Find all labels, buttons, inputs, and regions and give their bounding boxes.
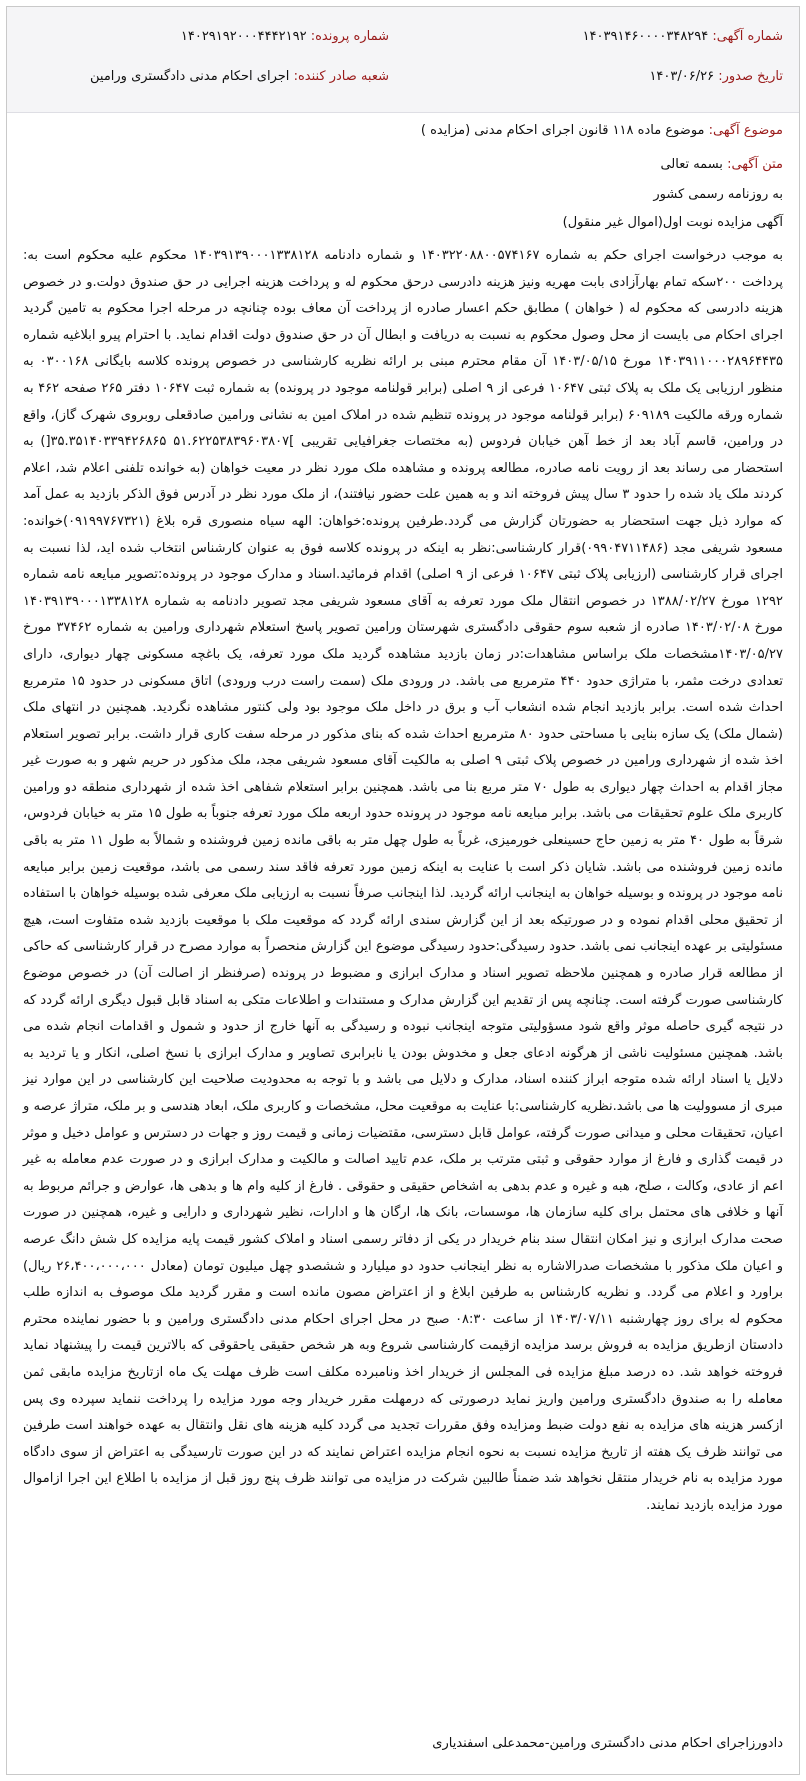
notice-header — [7, 7, 799, 113]
issue-date: ۱۴۰۳/۰۶/۲۶ — [649, 69, 715, 84]
notice-number-label: شماره آگهی: — [712, 29, 783, 44]
issue-date-label: تاریخ صدور: — [718, 69, 783, 84]
case-number-label: شماره پرونده: — [310, 29, 389, 44]
subject-label: موضوع آگهی: — [708, 123, 783, 138]
auction-title: آگهی مزایده نوبت اول(اموال غیر منقول) — [562, 215, 783, 230]
case-number-row — [181, 29, 389, 44]
official-gazette-line: به روزنامه رسمی کشور — [653, 187, 783, 202]
text-value: بسمه تعالی — [660, 157, 723, 172]
signature: دادورزاجرای احکام مدنی دادگستری ورامین-محمدعلی اسفندیاری — [432, 1736, 783, 1751]
case-number: ۱۴۰۲۹۱۹۲۰۰۰۴۴۴۲۱۹۲ — [180, 29, 307, 44]
notice-body — [23, 243, 783, 1520]
issuer-label: شعبه صادر کننده: — [293, 69, 389, 84]
issuer-row — [90, 69, 389, 84]
subject-value: موضوع ماده ۱۱۸ قانون اجرای احکام مدنی (مزایده ) — [420, 123, 705, 138]
text-label: متن آگهی: — [727, 157, 783, 172]
issue-date-row — [649, 69, 783, 84]
notice-page — [6, 6, 800, 1775]
issuer: اجرای احکام مدنی دادگستری ورامین — [90, 69, 290, 84]
subject-row — [23, 123, 783, 138]
notice-number-row — [583, 29, 783, 44]
body-paragraph: به موجب درخواست اجرای حکم به شماره ۱۴۰۳۲۲۰۸۸۰۰۵۷۴۱۶۷ و شماره دادنامه ۱۴۰۳۹۱۳۹۰۰۰۱۳۳۸۱۲۸ محکوم علیه محکوم است به: پرداخت ۲۰۰سکه تمام بهارآزادی بابت مهریه ونیز هزینه دادرسی درحق محکوم له و پرداخت هزینه اجرایی در حق صندوق دولت.و در خصوص هزینه دادرسی که محکوم له ( خواهان ) مطابق حکم اعسار صادره از پرداخت آن معاف بوده چنانچه در مرحله اجرا محکوم به تامین گردید اجرای احکام می بایست از محل وصول محکوم به نسبت به دریافت و ابطال آن در حق صندوق دولت اقدام نماید. با احترام پیرو ابلاغیه شماره ۱۴۰۳۹۱۱۰۰۰۲۸۹۶۴۴۳۵ مورخ ۱۴۰۳/۰۵/۱۵ آن مقام محترم مبنی بر ارائه نظریه کارشناسی در خصوص پرونده کلاسه بایگانی ۰۳۰۰۱۶۸ به منظور ارزیابی یک ملک به پلاک ثبتی ۱۰۶۴۷ فرعی از ۹ اصلی (برابر قولنامه موجود در پرونده) به شماره ثبت ۱۰۶۴۷ دفتر ۲۶۵ صفحه ۴۶۲ به شماره ورقه مالکیت ۶۰۹۱۸۹ (برابر قولنامه موجود در پرونده تنظیم شده در املاک امین به نشانی ورامین صادقعلی روبروی شهرک گاز)، واقع در ورامین، قاسم آباد بعد از خط آهن خیابان فردوس (به مختصات جغرافیایی تقریبی ]۵۱.۶۲۲۵۳۸۳۹۶۰۳۸۰۷ ۳۵.۳۵۱۴۰۳۳۹۴۲۶۸۶۵[) به استحضار می رساند بعد از رویت نامه صادره، مطالعه پرونده و مشاهده ملک مورد نظر در معیت خواهان (به خوانده تلفنی اعلام شد، اعلام کردند ملک یاد شده را حدود ۳ سال پیش فروخته اند و به همین علت حضور نیافتند)، از ملک مورد نظر در آدرس فوق الذکر بازدید به عمل آمد که موارد ذیل جهت استحضار به حضورتان گزارش می گردد.طرفین پرونده:خواهان: الهه سیاه منصوری قره بلاغ (۰۹۱۹۹۷۶۷۳۲۱)خوانده: مسعود شریفی مجد (۰۹۹۰۴۷۱۱۴۸۶)قرار کارشناسی:نظر به اینکه در پرونده کلاسه فوق به عنوان کارشناس انتخاب شده اید، لذا نسبت به اجرای قرار کارشناسی (ارزیابی پلاک ثبتی ۱۰۶۴۷ فرعی از ۹ اصلی) اقدام فرمائید.اسناد و مدارک موجود در پرونده:تصویر مبایعه نامه شماره ۱۲۹۲ مورخ ۱۳۸۸/۰۲/۲۷ در خصوص انتقال ملک مورد تعرفه به آقای مسعود شریفی مجد تصویر دادنامه به شماره ۱۴۰۳۹۱۳۹۰۰۰۱۳۳۸۱۲۸ مورخ ۱۴۰۳/۰۲/۰۸ صادره از شعبه سوم حقوقی دادگستری شهرستان ورامین تصویر پاسخ استعلام شهرداری ورامین به شماره ۳۷۴۶۲ مورخ ۱۴۰۳/۰۵/۲۷مشخصات ملک براساس مشاهدات:در زمان بازدید مشاهده گردید ملک مورد تعرفه، یک باغچه مسکونی چهار دیواری، دارای تعدادی درخت مثمر، با متراژی حدود ۴۴۰ مترمربع می باشد. در ورودی ملک (سمت راست درب ورودی) اتاق مسکونی در حدود ۱۵ مترمربع احداث شده است. برابر بازدید انجام شده انشعاب آب و برق در داخل ملک موجود بود ولی کنتور مشاهده نگردید. همچنین در انتهای ملک (شمال ملک) یک سازه بنایی با مساحتی حدود ۸۰ مترمربع احداث شده که بنای مذکور در مرحله سفت کاری قرار داشت. برابر تصویر استعلام اخذ شده از شهرداری ورامین در خصوص پلاک ثبتی ۹ اصلی به مالکیت آقای مسعود شریفی مجد، ملک مذکور در حریم شهر و به صورت غیر مجاز اقدام به احداث چهار دیواری به طول ۷۰ متر مربع بنا می باشد. همچنین برابر استعلام شفاهی اخذ شده از شهرداری منطقه دو ورامین کاربری ملک علوم تحقیقات می باشد. برابر مبایعه نامه موجود در پرونده حدود اربعه ملک مورد تعرفه جنوباً به طول ۱۵ متر به خیابان فردوس، شرقاً به طول ۴۰ متر به زمین حاج حسینعلی خورمیزی، غرباً به طول چهل متر به باقی مانده زمین فروشنده و شمالاً به طول ۱۱ متر به باقی مانده زمین فروشنده می باشد. شایان ذکر است با عنایت به اینکه زمین مورد تعرفه فاقد سند رسمی می باشد، موقعیت زمین برابر مبایعه نامه موجود در پرونده و بوسیله خواهان به اینجانب ارائه گردید. لذا اینجانب صرفاً نسبت به ارزیابی ملک معرفی شده بوسیله خواهان با استفاده از تحقیق محلی اقدام نموده و در صورتیکه بعد از این گزارش سندی ارائه گردد که موقعیت ملک با موقعیت بازدید شده متفاوت است، هیچ مسئولیتی بر عهده اینجانب نمی باشد. حدود رسیدگی:حدود رسیدگی موضوع این گزارش منحصراً به موارد مصرح در قرار کارشناسی که حاکی از مطالعه قرار صادره و همچنین ملاحظه تصویر اسناد و مدارک ابرازی و مضبوط در پرونده (صرفنظر از اصالت آن) در خصوص موضوع کارشناسی صورت گرفته است. چنانچه پس از تقدیم این گزارش مدارک و مستندات و اطلاعات متکی به اسناد قابل قبول دیگری ارائه گردد که در نتیجه گیری حاصله موثر واقع شود مسؤولیتی متوجه اینجانب نبوده و رسیدگی به آنها خارج از حدود و شمول و اقدامات انجام شده می باشد. همچنین مسئولیت ناشی از هرگونه ادعای جعل و مخدوش بودن یا نابرابری تصاویر و مدارک ابرازی با نسخ اصلی، انکار و یا تردید به دلایل یا اسناد ارائه شده متوجه ابراز کننده اسناد، مدارک و دلایل می باشد و با توجه به محدودیت صلاحیت این کارشناسی در این موارد نیز مبری از مسوولیت ها می باشد.نظریه کارشناسی:با عنایت به موقعیت محل، مشخصات و کاربری ملک، ابعاد هندسی و بر ملک، متراژ عرصه و اعیان، تحقیقات محلی و میدانی صورت گرفته، عوامل قابل دسترسی، مقتضیات زمانی و قیمت روز و جهات در دسترس و عوامل دخیل و موثر در قیمت گذاری و فارغ از موارد حقوقی و ثبتی مترتب بر ملک، عدم تایید اصالت و مالکیت و مدارک ابرازی و در صورت عدم معامله به غیر اعم از عادی، وکالت ، صلح، هبه و غیره و عدم بدهی به اشخاص حقیقی و حقوقی . فارغ از کلیه وام ها و بدهی ها، عوارض و جرائم مربوط به آنها و خلافی های محتمل برای کلیه سازمان ها، موسسات، بانک ها، ارگان ها و ادارات، نظیر شهرداری و دارایی و غیره، همچنین در صورت صحت مدارک ابرازی و نیز امکان انتقال سند بنام خریدار در یکی از دفاتر رسمی اسناد و املاک کشور قیمت پایه مزایده کل شش دانگ عرصه و اعیان ملک مذکور با مشخصات صدرالاشاره به نظر اینجانب حدود دو میلیارد و ششصدو چهل میلیون تومان (معادل ۲۶،۴۰۰،۰۰۰،۰۰۰ ریال) براورد و اعلام می گردد. و نظریه کارشناس به طرفین ابلاغ و از اعتراض مصون مانده است و مقرر گردید ملک موصوف به اندازه طلب محکوم له برای روز چهارشنبه ۱۴۰۳/۰۷/۱۱ از ساعت ۰۸:۳۰ صبح در محل اجرای احکام مدنی دادگستری ورامین و با حضور نماینده محترم دادستان ازطریق مزایده به فروش برسد مزایده ازقیمت کارشناسی شروع وبه هر شخص حقیقی یاحقوقی که بالاترین قیمت را پیشنهاد نماید فروخته خواهد شد. ده درصد مبلغ مزایده فی المجلس از خریدار اخذ ونامبرده مکلف است ظرف مهلت یک ماه ازتاریخ مزایده مابقی ثمن معامله را به صندوق دادگستری ورامین واریز نماید درصورتی که درمهلت مقرر خریدار وجه مورد مزایده را پرداخت ننماید سپرده وی پس ازکسر هزینه های مزایده به نفع دولت ضبط ومزایده وفق مقررات تجدید می گردد کلیه هزینه های نقل وانتقال به عهده خواهند است طرفین می توانند ظرف یک هفته از تاریخ مزایده نسبت به نحوه انجام مزایده اعتراض نمایند که در این صورت تارسیدگی به اعتراض از سوی دادگاه مورد مزایده به نام خریدار منتقل نخواهد شد ضمناً طالبین شرکت در مزایده می توانند ظرف پنج روز قبل از مزایده با اطلاع این اجرا ازاموال مورد مزایده بازدید نمایند. — [23, 248, 784, 1513]
notice-number: ۱۴۰۳۹۱۴۶۰۰۰۰۳۴۸۲۹۴ — [582, 29, 709, 44]
text-row — [23, 157, 783, 172]
